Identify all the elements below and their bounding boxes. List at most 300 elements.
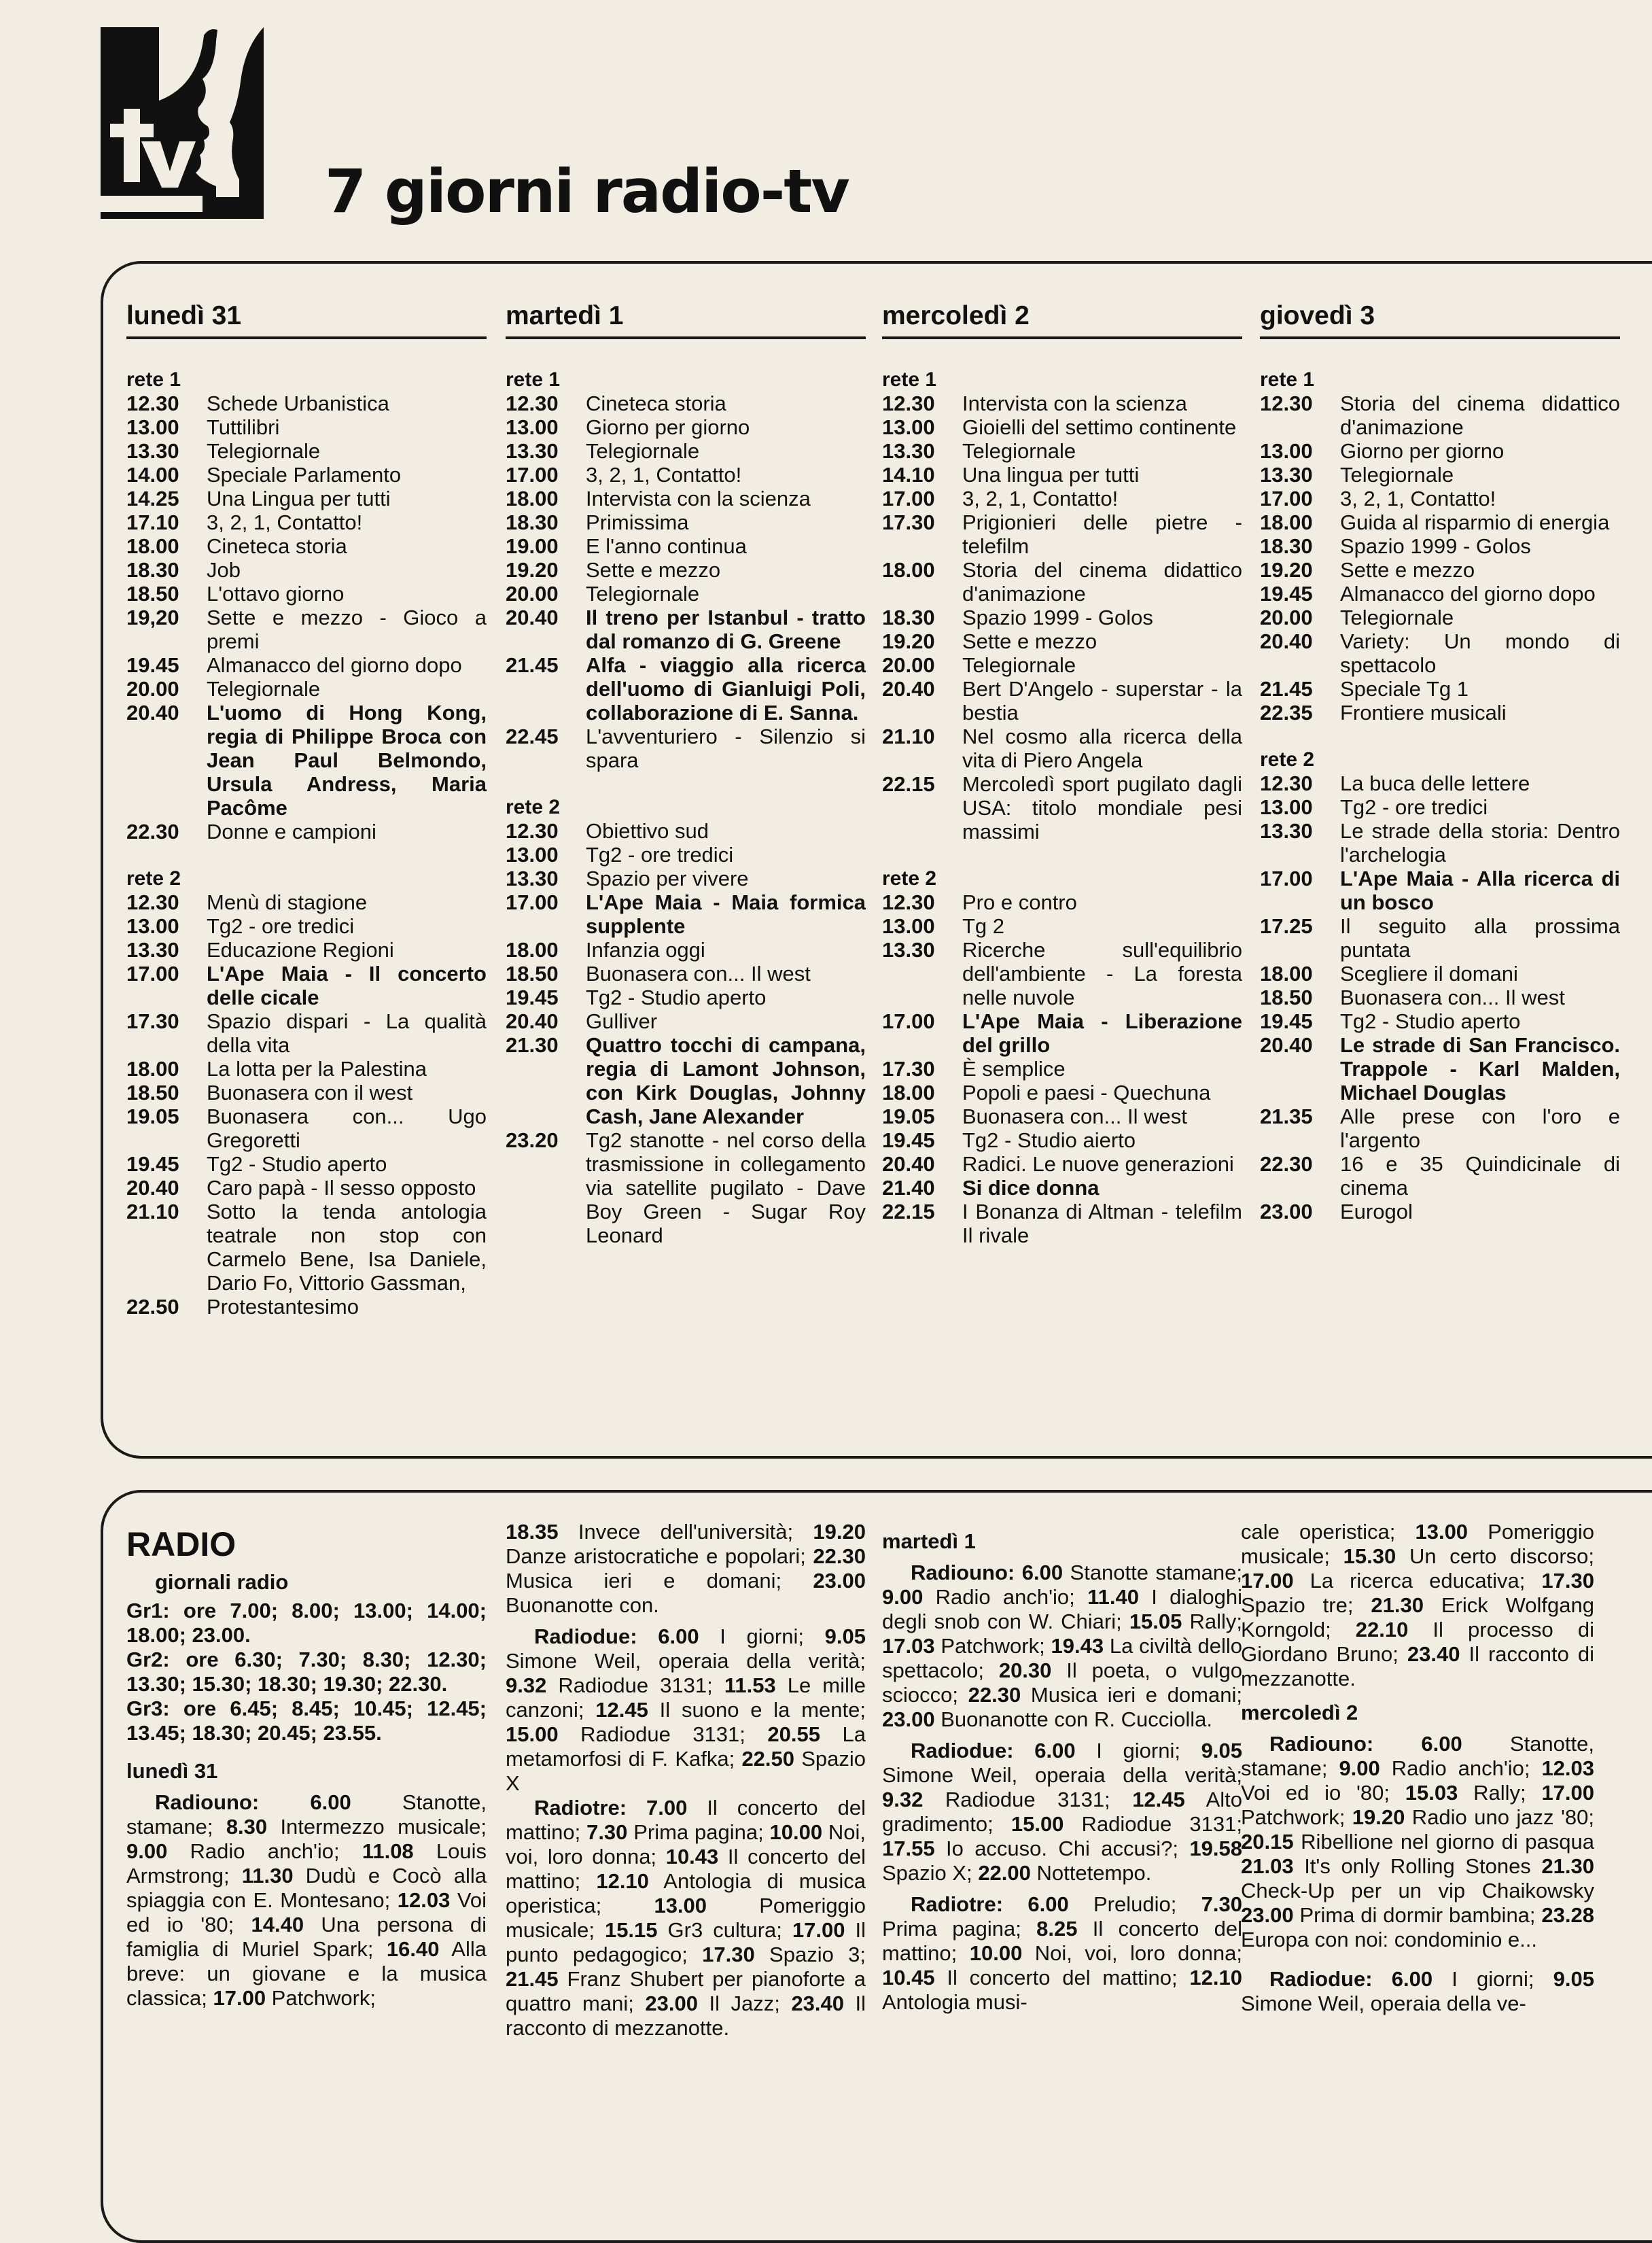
programme-row [1260, 986, 1620, 1009]
programme-time: 21.45 [1260, 677, 1313, 701]
programme-time: 22.50 [126, 1295, 179, 1319]
radio-listing: Radiotre: 6.00 Preludio; 7.30 Prima pagina; 8.25 Il concerto del mattino; 10.00 Noi, voi, loro donna; 10.45 Il concerto del mattino; 12.10 Antologia musi- [882, 1892, 1243, 2014]
programme-title: Tg2 - Studio aierto [962, 1128, 1136, 1152]
programme-title: Cineteca storia [207, 534, 347, 558]
programme-title: 16 e 35 Quindicinale di cinema [1340, 1152, 1620, 1200]
programme-row [506, 558, 866, 582]
programme-time: 19.45 [1260, 582, 1313, 606]
programme-title: Tg2 - ore tredici [1340, 795, 1488, 819]
programme-time: 13.30 [882, 938, 935, 962]
programme-row [126, 1105, 487, 1152]
programme-title: Caro papà - Il sesso opposto [207, 1176, 476, 1200]
programme-row [126, 677, 487, 701]
network-label: rete 2 [882, 867, 937, 890]
programme-title: Telegiornale [1340, 606, 1454, 629]
programme-row [126, 1176, 487, 1200]
programme-row [1260, 392, 1620, 439]
programme-time: 12.30 [126, 890, 179, 914]
programme-time: 12.30 [882, 890, 935, 914]
programme-time: 13.30 [506, 439, 559, 463]
programme-row [506, 487, 866, 510]
programme-row [1260, 867, 1620, 914]
programme-time: 20.40 [1260, 629, 1313, 653]
programme-row [126, 653, 487, 677]
programme-title: Almanacco del giorno dopo [207, 653, 462, 677]
programme-time: 18.50 [126, 1081, 179, 1105]
day-title: lunedì 31 [126, 301, 487, 339]
programme-title: La lotta per la Palestina [207, 1057, 427, 1081]
programme-row [506, 606, 866, 653]
programme-title: Tg2 - Studio aperto [586, 986, 767, 1009]
programme-row [1260, 677, 1620, 701]
programme-time: 22.35 [1260, 701, 1313, 725]
programme-time: 12.30 [506, 392, 559, 415]
programme-title: Quattro tocchi di campana, regia di Lamont Johnson, con Kirk Douglas, Johnny Cash, Jane Alexander [586, 1033, 866, 1128]
programme-time: 17.00 [126, 962, 179, 986]
programme-row [882, 1200, 1242, 1247]
programme-time: 13.00 [1260, 795, 1313, 819]
network-label: rete 1 [1260, 368, 1315, 391]
programme-time: 18.50 [1260, 986, 1313, 1009]
programme-row [882, 487, 1242, 510]
programme-time: 13.00 [506, 415, 559, 439]
programme-row [126, 1295, 487, 1319]
programme-time: 20.40 [126, 701, 179, 725]
programme-title: Telegiornale [207, 677, 321, 701]
programme-time: 19,20 [126, 606, 179, 629]
programme-list [126, 890, 487, 1319]
programme-title: Tuttilibri [207, 415, 280, 439]
programme-title: Gulliver [586, 1009, 658, 1033]
programme-title: Intervista con la scienza [586, 487, 811, 510]
programme-row [1260, 463, 1620, 487]
programme-row [882, 890, 1242, 914]
programme-time: 13.30 [126, 439, 179, 463]
programme-title: Schede Urbanistica [207, 392, 389, 415]
programme-row [1260, 819, 1620, 867]
programme-title: Una lingua per tutti [962, 463, 1140, 487]
programme-title: Buonasera con... Ugo Gregoretti [207, 1105, 487, 1152]
gr1-times: Gr1: ore 7.00; 8.00; 13.00; 14.00; 18.00; 23.00. [126, 1599, 487, 1647]
programme-time: 17.30 [882, 510, 935, 534]
programme-time: 17.00 [1260, 867, 1313, 890]
programme-time: 20.40 [506, 606, 559, 629]
programme-list [1260, 392, 1620, 725]
programme-title: Telegiornale [586, 439, 700, 463]
programme-title: L'avventuriero - Silenzio si spara [586, 725, 866, 772]
day-column-martedi [506, 301, 866, 1247]
programme-title: Prigionieri delle pietre - telefilm [962, 510, 1242, 558]
programme-time: 12.30 [882, 392, 935, 415]
programme-title: Cineteca storia [586, 392, 726, 415]
programme-time: 18.00 [882, 1081, 935, 1105]
programme-time: 12.30 [1260, 392, 1313, 415]
programme-row [1260, 606, 1620, 629]
radio-listing: Radiodue: 6.00 I giorni; 9.05 Simone Weil, operaia della ve- [1241, 1967, 1594, 2015]
programme-title: Storia del cinema didattico d'animazione [962, 558, 1242, 606]
day-column-mercoledi [882, 301, 1242, 1247]
programme-time: 22.30 [126, 820, 179, 844]
programme-title: Nel cosmo alla ricerca della vita di Piero Angela [962, 725, 1242, 772]
programme-row [506, 962, 866, 986]
programme-time: 13.00 [506, 843, 559, 867]
programme-row [882, 1176, 1242, 1200]
radio-column-4 [1241, 1520, 1594, 2016]
programme-title: Donne e campioni [207, 820, 376, 844]
programme-title: L'uomo di Hong Kong, regia di Philippe Broca con Jean Paul Belmondo, Ursula Andress, Maria Pacôme [207, 701, 487, 820]
programme-row [882, 392, 1242, 415]
programme-title: Spazio 1999 - Golos [1340, 534, 1531, 558]
programme-row [1260, 701, 1620, 725]
programme-row [506, 938, 866, 962]
radio-listing: Radiouno: 6.00 Stanotte, stamane; 8.30 Intermezzo musicale; 9.00 Radio anch'io; 11.08 Louis Armstrong; 11.30 Dudù e Cocò alla spiaggia con E. Montesano; 12.03 Voi ed io '80; 14.40 Una persona di famiglia di Muriel Spark; 16.40 Alla breve: un giovane e la musica classica; 17.00 Patchwork; [126, 1790, 487, 2010]
programme-time: 21.10 [126, 1200, 179, 1223]
programme-row [882, 1057, 1242, 1081]
programme-time: 20.00 [882, 653, 935, 677]
programme-title: Speciale Tg 1 [1340, 677, 1469, 701]
programme-title: Buonasera con il west [207, 1081, 413, 1105]
radio-day-heading: lunedì 31 [126, 1759, 218, 1783]
programme-time: 12.30 [506, 819, 559, 843]
programme-list [506, 819, 866, 1247]
programme-row [126, 914, 487, 938]
programme-row [126, 890, 487, 914]
programme-row [126, 558, 487, 582]
programme-title: Giorno per giorno [1340, 439, 1505, 463]
programme-row [506, 843, 866, 867]
programme-row [126, 701, 487, 820]
programme-title: Bert D'Angelo - superstar - la bestia [962, 677, 1242, 725]
programme-time: 21.40 [882, 1176, 935, 1200]
programme-time: 18.30 [126, 558, 179, 582]
programme-time: 18.50 [506, 962, 559, 986]
programme-title: Scegliere il domani [1340, 962, 1518, 986]
programme-title: L'Ape Maia - Alla ricerca di un bosco [1340, 867, 1620, 914]
programme-time: 20.40 [882, 677, 935, 701]
programme-title: Protestantesimo [207, 1295, 359, 1319]
programme-row [506, 392, 866, 415]
programme-title: L'Ape Maia - Maia formica supplente [586, 890, 866, 938]
programme-list [1260, 771, 1620, 1223]
radio-listing: Radiouno: 6.00 Stanotte, stamane; 9.00 Radio anch'io; 12.03 Voi ed io '80; 15.03 Rally; 17.00 Patchwork; 19.20 Radio uno jazz '80; 20.15 Ribellione nel giorno di pasqua 21.03 It's only Rolling Stones 21.30 Check-Up per un vip Chaikowsky 23.00 Prima di dormir bambina; 23.28 Europa con noi: condominio e... [1241, 1732, 1595, 1951]
programme-title: Telegiornale [962, 653, 1076, 677]
programme-row [882, 558, 1242, 606]
programme-row [506, 867, 866, 890]
programme-time: 17.10 [126, 510, 179, 534]
programme-title: Telegiornale [207, 439, 321, 463]
programme-time: 19.20 [1260, 558, 1313, 582]
programme-row [1260, 582, 1620, 606]
programme-row [1260, 534, 1620, 558]
programme-time: 19.45 [126, 1152, 179, 1176]
programme-row [882, 439, 1242, 463]
programme-time: 18.00 [126, 534, 179, 558]
programme-time: 22.15 [882, 772, 935, 796]
programme-time: 18.00 [882, 558, 935, 582]
programme-time: 20.40 [506, 1009, 559, 1033]
programme-time: 18.50 [126, 582, 179, 606]
programme-time: 13.30 [126, 938, 179, 962]
programme-time: 18.30 [882, 606, 935, 629]
programme-title: La buca delle lettere [1340, 771, 1530, 795]
programme-time: 19.05 [126, 1105, 179, 1128]
programme-title: 3, 2, 1, Contatto! [586, 463, 742, 487]
programme-list [506, 392, 866, 772]
network-label: rete 1 [882, 368, 937, 391]
programme-list [126, 392, 487, 844]
programme-time: 21.45 [506, 653, 559, 677]
programme-time: 18.00 [126, 1057, 179, 1081]
programme-time: 13.30 [1260, 819, 1313, 843]
programme-time: 20.00 [506, 582, 559, 606]
programme-title: Storia del cinema didattico d'animazione [1340, 392, 1620, 439]
programme-row [882, 772, 1242, 844]
day-title: martedì 1 [506, 301, 866, 339]
programme-list [882, 890, 1242, 1247]
programme-title: Giorno per giorno [586, 415, 750, 439]
programme-time: 23.00 [1260, 1200, 1313, 1223]
network-label: rete 1 [506, 368, 561, 391]
programme-title: Telegiornale [586, 582, 700, 606]
programme-title: Il treno per Istanbul - tratto dal romanzo di G. Greene [586, 606, 866, 653]
programme-row [506, 534, 866, 558]
programme-title: Spazio dispari - La qualità della vita [207, 1009, 487, 1057]
programme-title: Sette e mezzo - Gioco a premi [207, 606, 487, 653]
programme-time: 13.30 [882, 439, 935, 463]
programme-row [506, 890, 866, 938]
programme-title: Una Lingua per tutti [207, 487, 391, 510]
programme-title: L'Ape Maia - Liberazione del grillo [962, 1009, 1242, 1057]
programme-time: 21.10 [882, 725, 935, 748]
programme-row [1260, 962, 1620, 986]
radio-column-2 [506, 1520, 866, 2040]
programme-time: 20.00 [126, 677, 179, 701]
programme-row [506, 1033, 866, 1128]
network-label: rete 2 [1260, 748, 1315, 771]
programme-list [882, 392, 1242, 844]
programme-time: 23.20 [506, 1128, 559, 1152]
programme-time: 21.30 [506, 1033, 559, 1057]
programme-time: 14.00 [126, 463, 179, 487]
radio-listing: 18.35 Invece dell'università; 19.20 Danze aristocratiche e popolari; 22.30 Musica ieri e domani; 23.00 Buonanotte con. [506, 1520, 866, 1617]
programme-title: Alfa - viaggio alla ricerca dell'uomo di Gianluigi Poli, collaborazione di E. Sanna. [586, 653, 866, 725]
programme-time: 17.00 [882, 487, 935, 510]
programme-title: Buonasera con... Il west [962, 1105, 1187, 1128]
radio-listing: cale operistica; 13.00 Pomeriggio musicale; 15.30 Un certo discorso; 17.00 La ricerca educativa; 17.30 Spazio tre; 21.30 Erick Wolfgang Korngold; 22.10 Il processo di Giordano Bruno; 23.40 Il racconto di mezzanotte. [1241, 1520, 1594, 1690]
programme-title: Tg2 stanotte - nel corso della trasmissione in collegamento via satellite pugilato - Dave Boy Green - Sugar Roy Leonard [586, 1128, 866, 1247]
programme-title: Frontiere musicali [1340, 701, 1507, 725]
programme-row [882, 725, 1242, 772]
day-title: mercoledì 2 [882, 301, 1242, 339]
programme-time: 13.00 [882, 914, 935, 938]
programme-row [126, 1200, 487, 1295]
programme-title: Le strade di San Francisco. Trappole - Karl Malden, Michael Douglas [1340, 1033, 1620, 1105]
programme-row [126, 1009, 487, 1057]
programme-row [126, 415, 487, 439]
programme-time: 12.30 [126, 392, 179, 415]
programme-time: 13.30 [506, 867, 559, 890]
programme-row [506, 510, 866, 534]
programme-title: Spazio 1999 - Golos [962, 606, 1153, 629]
programme-row [1260, 1009, 1620, 1033]
programme-row [126, 938, 487, 962]
programme-time: 13.00 [126, 415, 179, 439]
programme-row [506, 725, 866, 772]
page-title: 7 giorni radio-tv [325, 156, 849, 226]
programme-row [882, 1105, 1242, 1128]
programme-title: Guida al risparmio di energia [1340, 510, 1610, 534]
programme-time: 20.40 [882, 1152, 935, 1176]
programme-row [1260, 771, 1620, 795]
programme-row [882, 1009, 1242, 1057]
programme-time: 21.35 [1260, 1105, 1313, 1128]
programme-row [126, 820, 487, 844]
programme-title: Job [207, 558, 241, 582]
programme-title: Le strade della storia: Dentro l'archelogia [1340, 819, 1620, 867]
programme-row [882, 415, 1242, 439]
radio-listing: Radiouno: 6.00 Stanotte stamane; 9.00 Radio anch'io; 11.40 I dialoghi degli snob con W. Chiari; 15.05 Rally; 17.03 Patchwork; 19.43 La civiltà dello spettacolo; 20.30 Il poeta, o vulgo sciocco; 22.30 Musica ieri e domani; 23.00 Buonanotte con R. Cucciolla. [882, 1561, 1242, 1731]
programme-time: 17.00 [506, 463, 559, 487]
programme-title: 3, 2, 1, Contatto! [1340, 487, 1496, 510]
programme-time: 14.10 [882, 463, 935, 487]
programme-time: 17.00 [882, 1009, 935, 1033]
programme-row [1260, 487, 1620, 510]
programme-row [126, 1081, 487, 1105]
programme-row [1260, 1152, 1620, 1200]
programme-row [126, 439, 487, 463]
programme-row [506, 819, 866, 843]
programme-time: 20.40 [126, 1176, 179, 1200]
programme-time: 20.00 [1260, 606, 1313, 629]
programme-row [126, 534, 487, 558]
programme-time: 17.30 [126, 1009, 179, 1033]
programme-title: Ricerche sull'equilibrio dell'ambiente - La foresta nelle nuvole [962, 938, 1242, 1009]
programme-time: 17.30 [882, 1057, 935, 1081]
day-title: giovedì 3 [1260, 301, 1620, 339]
programme-row [506, 1009, 866, 1033]
programme-time: 13.30 [1260, 463, 1313, 487]
programme-title: Eurogol [1340, 1200, 1413, 1223]
tv-schedule-panel [101, 261, 1652, 1459]
programme-row [506, 439, 866, 463]
day-column-giovedi [1260, 301, 1620, 1223]
programme-title: Sotto la tenda antologia teatrale non stop con Carmelo Bene, Isa Daniele, Dario Fo, Vittorio Gassman, [207, 1200, 487, 1295]
programme-title: L'ottavo giorno [207, 582, 345, 606]
programme-title: Infanzia oggi [586, 938, 705, 962]
programme-title: Speciale Parlamento [207, 463, 402, 487]
programme-time: 19.00 [506, 534, 559, 558]
programme-row [1260, 914, 1620, 962]
programme-row [882, 677, 1242, 725]
tv-logo [96, 27, 264, 219]
programme-row [126, 392, 487, 415]
programme-row [1260, 1200, 1620, 1223]
programme-title: Almanacco del giorno dopo [1340, 582, 1596, 606]
programme-time: 19.45 [882, 1128, 935, 1152]
programme-row [126, 962, 487, 1009]
programme-row [1260, 510, 1620, 534]
programme-row [882, 914, 1242, 938]
radio-schedule-panel [101, 1490, 1652, 2243]
programme-title: Telegiornale [1340, 463, 1454, 487]
network-label: rete 2 [506, 796, 561, 818]
radio-column-1 [126, 1520, 487, 2011]
programme-title: Sette e mezzo [962, 629, 1097, 653]
programme-title: Buonasera con... Il west [586, 962, 811, 986]
programme-title: Il seguito alla prossima puntata [1340, 914, 1620, 962]
programme-time: 20.40 [1260, 1033, 1313, 1057]
programme-time: 13.00 [126, 914, 179, 938]
programme-time: 22.15 [882, 1200, 935, 1223]
programme-time: 17.00 [506, 890, 559, 914]
programme-row [126, 510, 487, 534]
network-label: rete 2 [126, 867, 181, 890]
programme-time: 19.20 [506, 558, 559, 582]
programme-time: 18.00 [506, 487, 559, 510]
programme-row [882, 938, 1242, 1009]
radio-column-3 [882, 1520, 1242, 2015]
programme-title: Menù di stagione [207, 890, 368, 914]
programme-row [126, 606, 487, 653]
programme-title: I Bonanza di Altman - telefilm Il rivale [962, 1200, 1242, 1247]
radio-day-heading: martedì 1 [882, 1529, 976, 1553]
programme-title: Sette e mezzo [1340, 558, 1475, 582]
programme-time: 18.00 [1260, 510, 1313, 534]
programme-time: 14.25 [126, 487, 179, 510]
programme-title: Telegiornale [962, 439, 1076, 463]
programme-time: 13.00 [1260, 439, 1313, 463]
programme-row [506, 463, 866, 487]
programme-row [882, 1128, 1242, 1152]
programme-title: L'Ape Maia - Il concerto delle cicale [207, 962, 487, 1009]
programme-time: 18.30 [506, 510, 559, 534]
programme-row [882, 653, 1242, 677]
programme-title: Sette e mezzo [586, 558, 721, 582]
programme-row [882, 606, 1242, 629]
programme-title: 3, 2, 1, Contatto! [207, 510, 363, 534]
programme-time: 19.45 [506, 986, 559, 1009]
programme-title: Tg2 - ore tredici [207, 914, 355, 938]
programme-title: È semplice [962, 1057, 1066, 1081]
programme-time: 19.05 [882, 1105, 935, 1128]
programme-row [126, 487, 487, 510]
programme-row [882, 629, 1242, 653]
radio-listing: Radiodue: 6.00 I giorni; 9.05 Simone Weil, operaia della verità; 9.32 Radiodue 3131; 12.45 Alto gradimento; 15.00 Radiodue 3131; 17.55 Io accuso. Chi accusi?; 19.58 Spazio X; 22.00 Nottetempo. [882, 1739, 1242, 1885]
radio-heading: RADIO [126, 1525, 236, 1563]
programme-title: Si dice donna [962, 1176, 1100, 1200]
programme-title: E l'anno continua [586, 534, 747, 558]
programme-title: Educazione Regioni [207, 938, 394, 962]
programme-time: 12.30 [1260, 771, 1313, 795]
programme-time: 18.30 [1260, 534, 1313, 558]
programme-row [506, 415, 866, 439]
programme-title: Gioielli del settimo continente [962, 415, 1237, 439]
programme-time: 18.00 [1260, 962, 1313, 986]
programme-time: 22.45 [506, 725, 559, 748]
programme-time: 19.45 [126, 653, 179, 677]
programme-row [1260, 795, 1620, 819]
programme-title: Popoli e paesi - Quechuna [962, 1081, 1211, 1105]
programme-row [126, 1057, 487, 1081]
programme-row [1260, 558, 1620, 582]
programme-row [882, 510, 1242, 558]
programme-time: 13.00 [882, 415, 935, 439]
programme-time: 19.45 [1260, 1009, 1313, 1033]
programme-row [1260, 439, 1620, 463]
programme-time: 19.20 [882, 629, 935, 653]
programme-row [506, 653, 866, 725]
programme-title: Tg 2 [962, 914, 1005, 938]
